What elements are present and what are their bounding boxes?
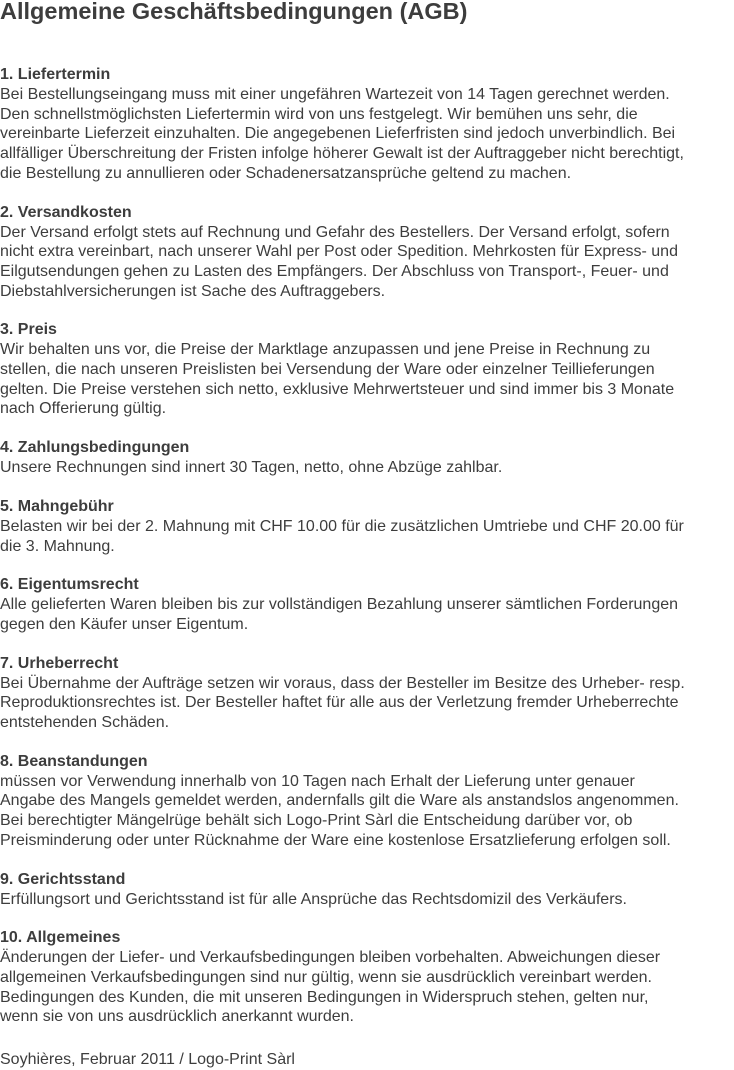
section-text-line: Preisminderung oder unter Rücknahme der Ware eine kostenlose Ersatzlieferung erfolgen soll. bbox=[0, 831, 671, 849]
section-text-line: Den schnellstmöglichsten Liefertermin wird von uns festgelegt. Wir bemühen uns sehr, die bbox=[0, 105, 638, 123]
section-text-line: allgemeinen Verkaufsbedingungen sind nur gültig, wenn sie ausdrücklich vereinbart werden. bbox=[0, 968, 652, 986]
section-text-line: Bei Bestellungseingang muss mit einer ungefähren Wartezeit von 14 Tagen gerechnet werden. bbox=[0, 86, 670, 103]
section-text-line: Bedingungen des Kunden, die mit unseren Bedingungen in Widerspruch stehen, gelten nur, bbox=[0, 988, 649, 1006]
section-text-line: Reproduktionsrechtes ist. Der Besteller haftet für alle aus der Verletzung fremder Urheberrechte bbox=[0, 694, 679, 712]
terms-section bbox=[0, 752, 734, 851]
section-text-line: allfälliger Überschreitung der Fristen infolge höherer Gewalt ist der Auftraggeber nicht berechtigt, bbox=[0, 145, 684, 163]
section-text-line: müssen vor Verwendung innerhalb von 10 Tagen nach Erhalt der Lieferung unter genauer bbox=[0, 772, 635, 790]
section-text-line: Diebstahlversicherungen ist Sache des Auftraggebers. bbox=[0, 282, 386, 300]
section-heading: 8. Beanstandungen bbox=[0, 752, 148, 770]
section-text-line: Erfüllungsort und Gerichtsstand ist für alle Ansprüche das Rechtsdomizil des Verkäufers. bbox=[0, 890, 627, 908]
section-text-line: Der Versand erfolgt stets auf Rechnung und Gefahr des Bestellers. Der Versand erfolgt, sofern bbox=[0, 223, 670, 241]
section-text-line: vereinbarte Lieferzeit einzuhalten. Die angegebenen Lieferfristen sind jedoch unverbindlich. Bei bbox=[0, 125, 676, 143]
document-title: Allgemeine Geschäftsbedingungen (AGB) bbox=[0, 0, 468, 24]
section-text-line: entstehenden Schäden. bbox=[0, 714, 170, 732]
section-heading: 6. Eigentumsrecht bbox=[0, 576, 139, 594]
section-heading: 4. Zahlungsbedingungen bbox=[0, 439, 190, 457]
section-text-line: Belasten wir bei der 2. Mahnung mit CHF 10.00 für die zusätzlichen Umtriebe und CHF 20.00 für bbox=[0, 517, 684, 535]
terms-section bbox=[0, 320, 734, 419]
section-text-line: die 3. Mahnung. bbox=[0, 537, 115, 555]
section-text-line: gelten. Die Preise verstehen sich netto, exklusive Mehrwertsteuer und sind immer bis 3 Monate bbox=[0, 380, 675, 398]
section-text-line: gegen den Käufer unser Eigentum. bbox=[0, 615, 249, 633]
terms-sections bbox=[0, 65, 734, 1046]
section-heading: 5. Mahngebühr bbox=[0, 497, 114, 515]
terms-section bbox=[0, 203, 734, 302]
section-text-line: Angabe des Mangels gemeldet werden, andernfalls gilt die Ware als anstandslos angenommen. bbox=[0, 792, 679, 810]
section-heading: 2. Versandkosten bbox=[0, 203, 132, 221]
section-text-line: nach Offerierung gültig. bbox=[0, 400, 167, 418]
document-footer: Soyhières, Februar 2011 / Logo-Print Sàrl bbox=[0, 1051, 295, 1068]
section-text-line: Unsere Rechnungen sind innert 30 Tagen, netto, ohne Abzüge zahlbar. bbox=[0, 459, 503, 477]
section-heading: 1. Liefertermin bbox=[0, 66, 111, 83]
terms-section bbox=[0, 438, 734, 478]
terms-section bbox=[0, 870, 734, 910]
section-text-line: stellen, die nach unseren Preislisten bei Versendung der Ware oder einzelner Teillieferungen bbox=[0, 361, 655, 379]
section-heading: 9. Gerichtsstand bbox=[0, 870, 126, 888]
terms-section bbox=[0, 65, 734, 184]
section-text-line: die Bestellung zu annullieren oder Schadenersatzansprüche geltend zu machen. bbox=[0, 164, 572, 182]
section-text-line: wenn sie von uns ausdrücklich anerkannt wurden. bbox=[0, 1008, 354, 1026]
terms-section bbox=[0, 654, 734, 733]
section-text-line: Bei berechtigter Mängelrüge behält sich Logo-Print Sàrl die Entscheidung darüber vor, ob bbox=[0, 812, 633, 830]
terms-section bbox=[0, 575, 734, 634]
terms-section bbox=[0, 928, 734, 1027]
section-text-line: Alle gelieferten Waren bleiben bis zur vollständigen Bezahlung unserer sämtlichen Forderungen bbox=[0, 596, 679, 614]
section-text-line: nicht extra vereinbart, nach unserer Wahl per Post oder Spedition. Mehrkosten für Express- und bbox=[0, 243, 678, 261]
section-heading: 7. Urheberrecht bbox=[0, 654, 119, 672]
section-text-line: Änderungen der Liefer- und Verkaufsbedingungen bleiben vorbehalten. Abweichungen dieser bbox=[0, 949, 661, 967]
terms-section bbox=[0, 497, 734, 556]
section-text-line: Wir behalten uns vor, die Preise der Marktlage anzupassen und jene Preise in Rechnung zu bbox=[0, 341, 651, 359]
section-heading: 3. Preis bbox=[0, 321, 57, 339]
section-text-line: Eilgutsendungen gehen zu Lasten des Empfängers. Der Abschluss von Transport-, Feuer- und bbox=[0, 262, 669, 280]
section-text-line: Bei Übernahme der Aufträge setzen wir voraus, dass der Besteller im Besitze des Urheber- resp. bbox=[0, 674, 685, 692]
section-heading: 10. Allgemeines bbox=[0, 929, 121, 947]
